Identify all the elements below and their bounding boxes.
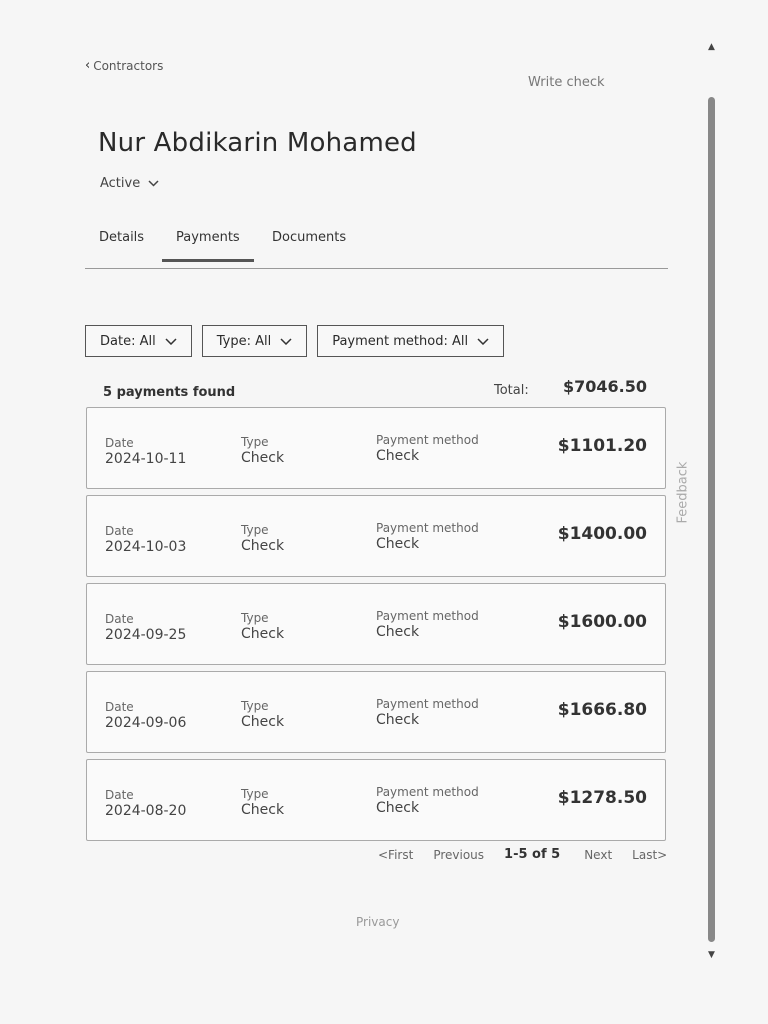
chevron-down-icon (148, 180, 159, 187)
tab-documents[interactable]: Documents (272, 230, 347, 245)
method-value: Check (376, 624, 420, 640)
page-title: Nur Abdikarin Mohamed (98, 128, 417, 158)
payment-row[interactable] (86, 407, 666, 489)
type-value: Check (241, 802, 285, 818)
payment-method-field (376, 521, 479, 552)
type-value: Check (241, 538, 285, 554)
status-label: Active (100, 176, 141, 191)
vertical-scrollbar[interactable] (705, 40, 719, 960)
total-label: Total: (494, 383, 529, 398)
scrollbar-thumb[interactable] (708, 97, 715, 942)
type-label: Type (241, 523, 269, 537)
type-label: Type (241, 435, 269, 449)
payment-type-field (241, 611, 284, 642)
date-label: Date (105, 788, 134, 802)
method-value: Check (376, 448, 420, 464)
scroll-down-arrow-icon[interactable]: ▼ (708, 950, 715, 960)
payment-row[interactable] (86, 583, 666, 665)
payment-method-filter-label: Payment method: All (332, 333, 469, 349)
total-value: $7046.50 (563, 377, 648, 396)
payment-row[interactable] (86, 671, 666, 753)
method-label: Payment method (376, 521, 479, 535)
payment-method-field (376, 697, 479, 728)
method-value: Check (376, 712, 420, 728)
type-value: Check (241, 450, 285, 466)
filter-bar (85, 325, 504, 357)
payment-type-field (241, 523, 284, 554)
payment-type-field (241, 699, 284, 730)
payment-amount: $1600.00 (557, 612, 647, 632)
tab-details[interactable]: Details (99, 230, 145, 245)
payments-count: 5 payments found (103, 385, 236, 400)
type-filter-label: Type: All (216, 333, 272, 349)
payment-method-filter-dropdown[interactable] (317, 325, 504, 357)
payment-amount: $1400.00 (557, 524, 647, 544)
payment-row[interactable] (86, 495, 666, 577)
payment-type-field (241, 787, 284, 818)
date-value: 2024-10-03 (105, 539, 187, 555)
payment-date-field (105, 436, 186, 467)
payment-method-field (376, 433, 479, 464)
back-to-contractors-link[interactable] (85, 58, 163, 73)
date-value: 2024-09-25 (105, 627, 187, 643)
type-filter-dropdown[interactable] (202, 325, 308, 357)
payment-date-field (105, 788, 186, 819)
type-label: Type (241, 611, 269, 625)
type-label: Type (241, 699, 269, 713)
type-label: Type (241, 787, 269, 801)
payment-amount: $1101.20 (557, 436, 647, 456)
chevron-down-icon (280, 338, 292, 345)
method-label: Payment method (376, 785, 479, 799)
back-link-label: Contractors (93, 58, 164, 73)
date-label: Date (105, 436, 134, 450)
payment-row[interactable] (86, 759, 666, 841)
payment-date-field (105, 612, 186, 643)
method-label: Payment method (376, 697, 479, 711)
chevron-down-icon (477, 338, 489, 345)
payment-date-field (105, 524, 186, 555)
pagination (378, 847, 667, 862)
payment-date-field (105, 700, 186, 731)
status-dropdown[interactable] (100, 176, 159, 191)
payment-amount: $1278.50 (557, 788, 647, 808)
write-check-link[interactable]: Write check (528, 75, 605, 90)
last-page-link[interactable]: Last> (632, 847, 668, 862)
method-label: Payment method (376, 433, 479, 447)
type-value: Check (241, 626, 285, 642)
date-value: 2024-09-06 (105, 715, 187, 731)
chevron-left-icon: ‹ (85, 58, 91, 73)
next-page-link[interactable]: Next (584, 847, 613, 862)
method-label: Payment method (376, 609, 479, 623)
payments-list (86, 407, 666, 847)
type-value: Check (241, 714, 285, 730)
feedback-label: Feedback (675, 461, 691, 524)
date-value: 2024-10-11 (105, 451, 187, 467)
method-value: Check (376, 800, 420, 816)
date-filter-label: Date: All (100, 333, 156, 349)
date-value: 2024-08-20 (105, 803, 187, 819)
method-value: Check (376, 536, 420, 552)
payment-method-field (376, 785, 479, 816)
previous-page-link[interactable]: Previous (433, 847, 485, 862)
page-range: 1-5 of 5 (504, 847, 561, 862)
date-label: Date (105, 700, 134, 714)
date-label: Date (105, 612, 134, 626)
date-filter-dropdown[interactable] (85, 325, 192, 357)
payment-amount: $1666.80 (557, 700, 647, 720)
first-page-link[interactable]: <First (378, 847, 414, 862)
tab-payments[interactable]: Payments (162, 230, 254, 262)
payment-method-field (376, 609, 479, 640)
privacy-link[interactable]: Privacy (356, 915, 400, 929)
date-label: Date (105, 524, 134, 538)
payment-type-field (241, 435, 284, 466)
tab-bar (85, 228, 668, 269)
scroll-up-arrow-icon[interactable]: ▲ (708, 42, 715, 52)
feedback-tab[interactable] (672, 455, 700, 535)
chevron-down-icon (165, 338, 177, 345)
